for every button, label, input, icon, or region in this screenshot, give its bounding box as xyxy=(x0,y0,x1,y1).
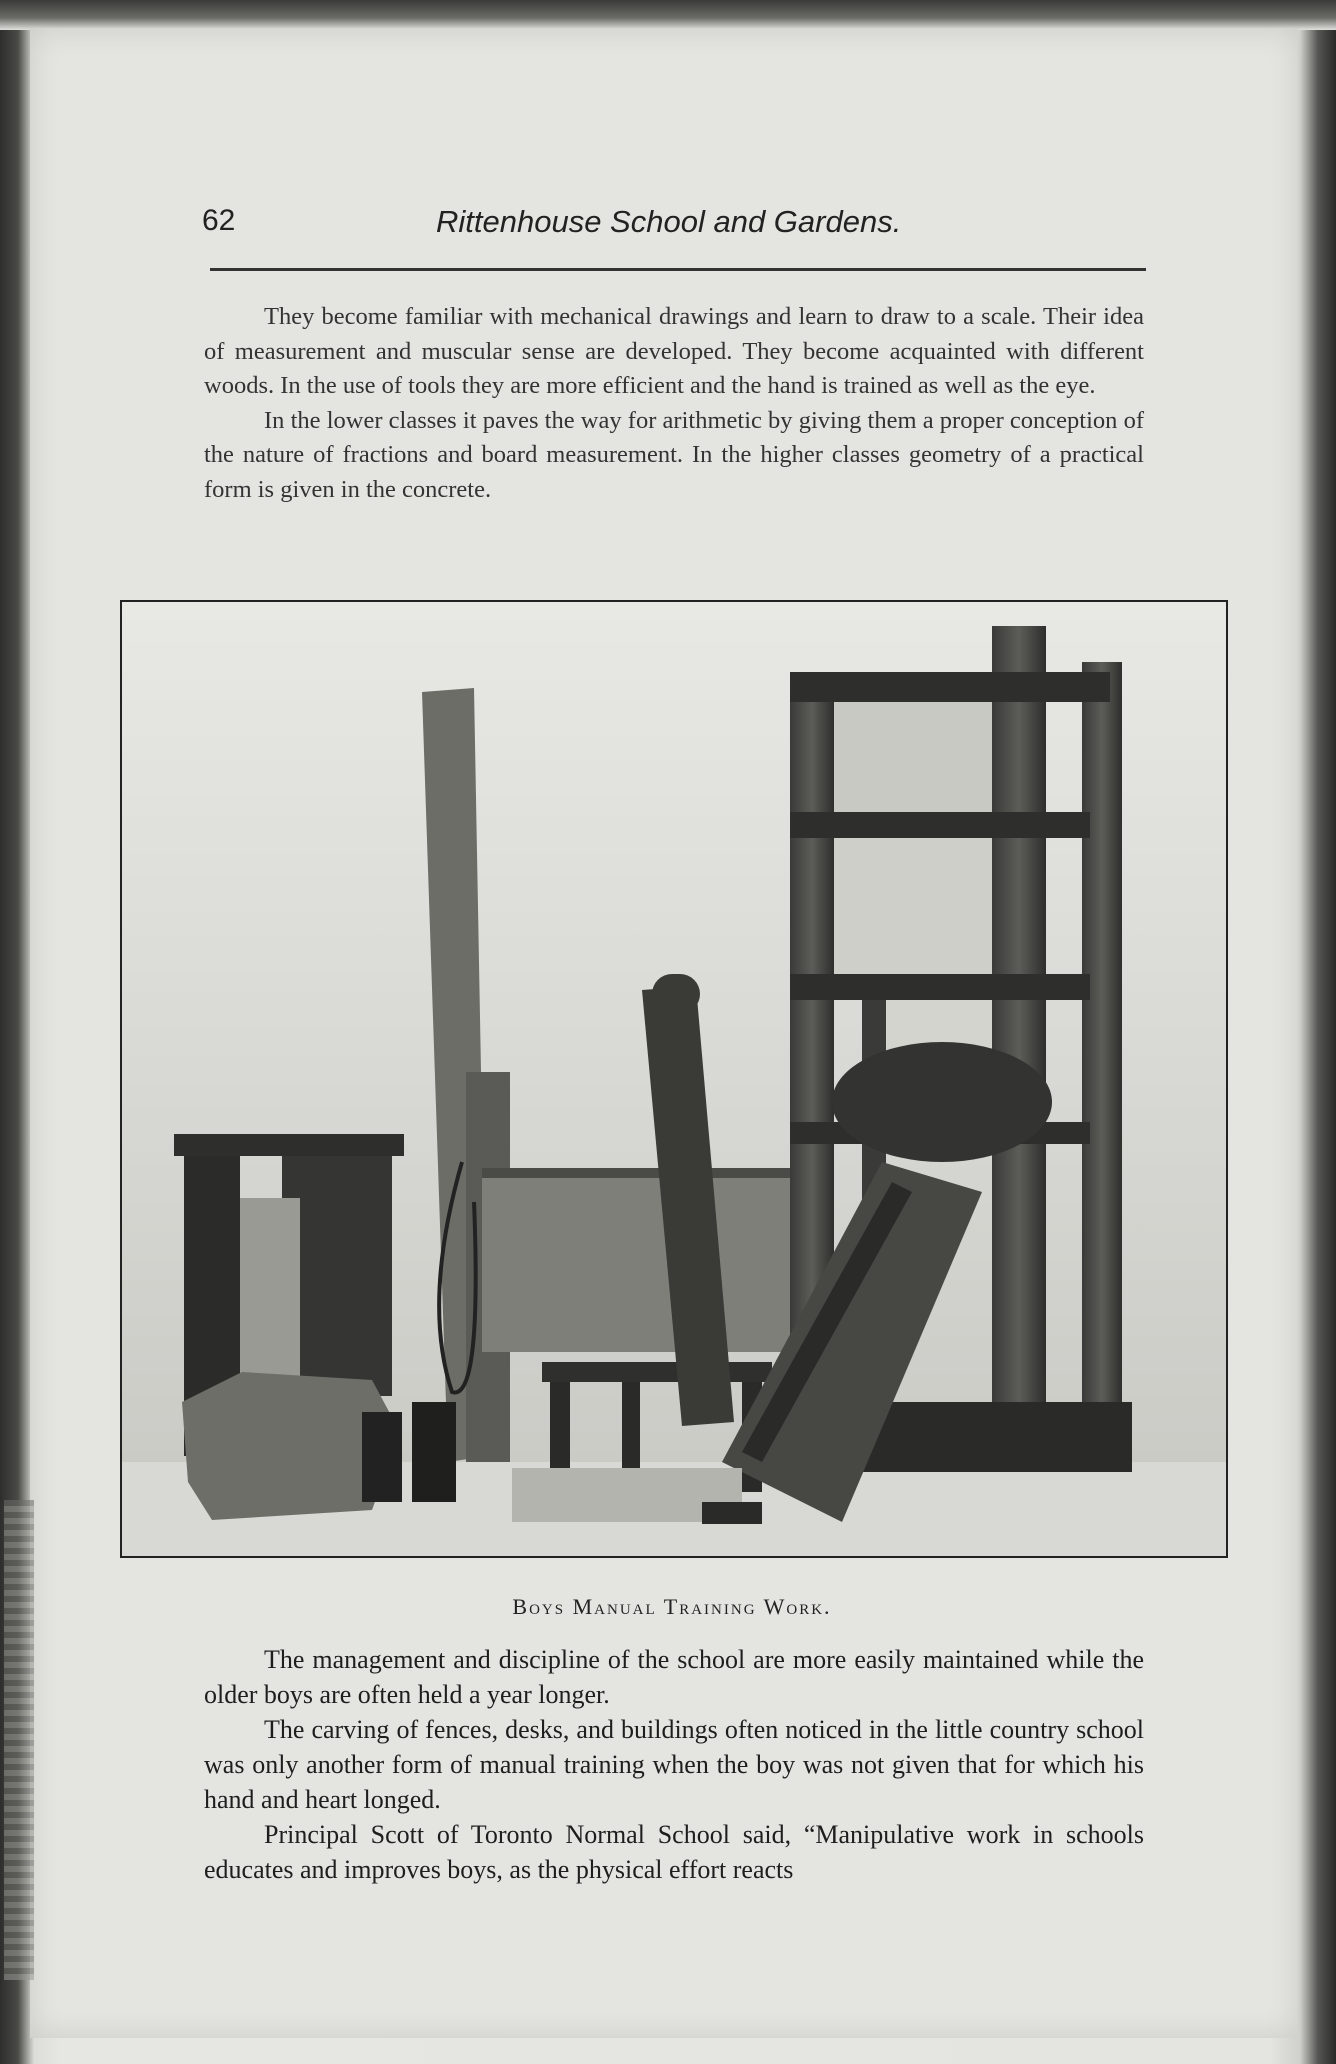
photo-illustration xyxy=(122,602,1226,1556)
manual-training-photo xyxy=(120,600,1228,1558)
header-rule xyxy=(210,268,1146,271)
paragraph: They become familiar with mechanical drawings and learn to draw to a scale. Their idea of measurement and muscular sense are developed. They become acquainted with different woods. In the use of tools they are more efficient and the hand is trained as well as the eye. xyxy=(204,303,1144,399)
paragraph: Principal Scott of Toronto Normal School said, “Manipulative work in schools educates and improves boys, as the physical effort reacts xyxy=(204,1820,1144,1884)
paragraph: The carving of fences, desks, and buildings often noticed in the little country school was only another form of manual training when the boy was not given that for which his hand and heart longed. xyxy=(204,1715,1144,1814)
spine-edge xyxy=(4,1500,34,1980)
page-number: 62 xyxy=(202,204,236,237)
scan-top-edge xyxy=(0,0,1336,30)
paragraph: In the lower classes it paves the way for arithmetic by giving them a proper conception of the nature of fractions and board measurement. In the higher classes geometry of a practical form is given in the concrete. xyxy=(204,406,1144,503)
lower-text xyxy=(204,1642,1144,1887)
page-header xyxy=(200,196,1146,256)
upper-text xyxy=(204,300,1144,507)
paragraph: The management and discipline of the school are more easily maintained while the older boys are often held a year longer. xyxy=(204,1645,1144,1709)
figure-caption: Boys Manual Training Work. xyxy=(512,1594,832,1619)
running-title: Rittenhouse School and Gardens. xyxy=(436,204,902,239)
